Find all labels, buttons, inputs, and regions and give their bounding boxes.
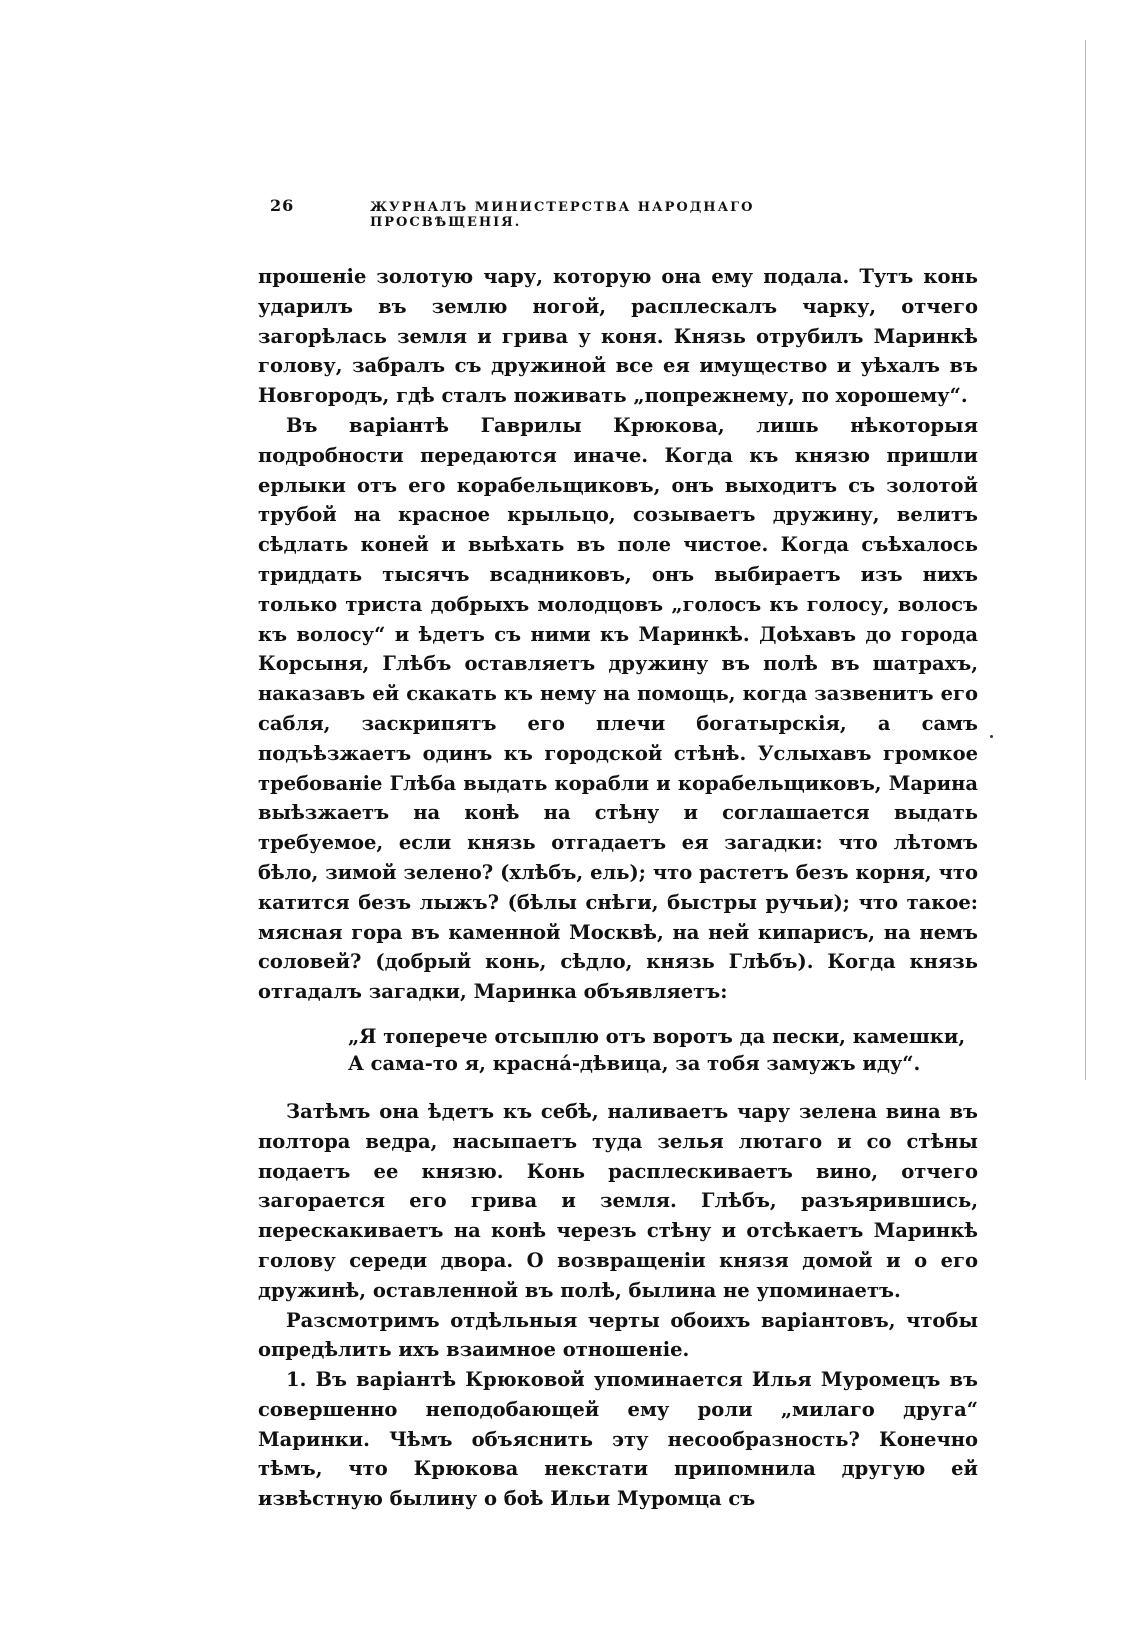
page-header [270,196,870,230]
verse-quote [348,1023,966,1077]
page-edge-line [1085,40,1086,1080]
page-number: 26 [270,196,295,215]
paragraph: Затѣмъ она ѣдетъ къ себѣ, наливаетъ чару зелена вина въ полтора ведра, насыпаетъ туда зелья лютаго и со стѣны подаетъ ее князю. Конь расплескиваетъ вино, отчего загорается его грива и земля. Глѣбъ, разъярившись, перескакиваетъ на конѣ черезъ стѣну и отсѣкаетъ Маринкѣ голову середи двора. О возвращеніи князя домой и о его дружинѣ, оставленной въ полѣ, былина не упоминаетъ. [258,1099,978,1302]
verse-line: А сама-то я, красна́-дѣвица, за тобя замужъ иду“. [348,1051,921,1075]
paragraph: Разсмотримъ отдѣльныя черты обоихъ варіантовъ, чтобы опредѣлить ихъ взаимное отношеніе. [258,1308,978,1362]
paragraph: Въ варіантѣ Гаврилы Крюкова, лишь нѣкоторыя подробности передаются иначе. Когда къ князю пришли ерлыки отъ его корабельщиковъ, онъ выходитъ съ золотой трубой на красное крыльцо, созываетъ дружину, велитъ сѣдлать коней и выѣхать въ поле чистое. Когда съѣхалось триддать тысячъ всадниковъ, онъ выбираетъ изъ нихъ только триста добрыхъ молодцовъ „голосъ къ голосу, волосъ къ волосу“ и ѣдетъ съ ними къ Маринкѣ. Доѣхавъ до города Корсыня, Глѣбъ оставляетъ дружину въ полѣ въ шатрахъ, наказавъ ей скакать къ нему на помощь, когда зазвенитъ его сабля, заскрипятъ его плечи богатырскія, а самъ подъѣзжаетъ одинъ къ городской стѣнѣ. Услыхавъ громкое требованіе Глѣба выдать корабли и корабельщиковъ, Марина выѣзжаетъ на конѣ на стѣну и соглашается выдать требуемое, если князь отгадаетъ ея загадки: что лѣтомъ бѣло, зимой зелено? (хлѣбъ, ель); что растетъ безъ корня, что катится безъ лыжъ? (бѣлы снѣги, быстры ручьи); что такое: мясная гора въ каменной Москвѣ, на ней кипарисъ, на немъ соловей? (добрый конь, сѣдло, князь Глѣбъ). Когда князь отгадалъ загадки, Маринка объявляетъ: [258,413,978,1004]
paragraph-continuation: прошеніе золотую чару, которую она ему подала. Тутъ конь ударилъ въ землю ногой, расплескалъ чарку, отчего загорѣлась земля и грива у коня. Князь отрубилъ Маринкѣ голову, забралъ съ дружиной все ея имущество и уѣхалъ въ Новгородъ, гдѣ сталъ поживать „попрежнему, по хорошему“. [258,265,978,408]
body-text [258,262,978,1514]
paragraph: 1. Въ варіантѣ Крюковой упоминается Илья Муромецъ въ совершенно неподобающей ему роли „милаго друга“ Маринки. Чѣмъ объяснить эту несообразность? Конечно тѣмъ, что Крюкова некстати припомнила другую ей извѣстную былину о боѣ Ильи Муромца съ [258,1368,978,1511]
running-title: ЖУРНАЛЪ МИНИСТЕРСТВА НАРОДНАГО ПРОСВѢЩЕНІЯ. [370,200,755,230]
verse-line: „Я топерече отсыплю отъ воротъ да пески, камешки, [348,1024,966,1048]
margin-dot [990,735,993,738]
